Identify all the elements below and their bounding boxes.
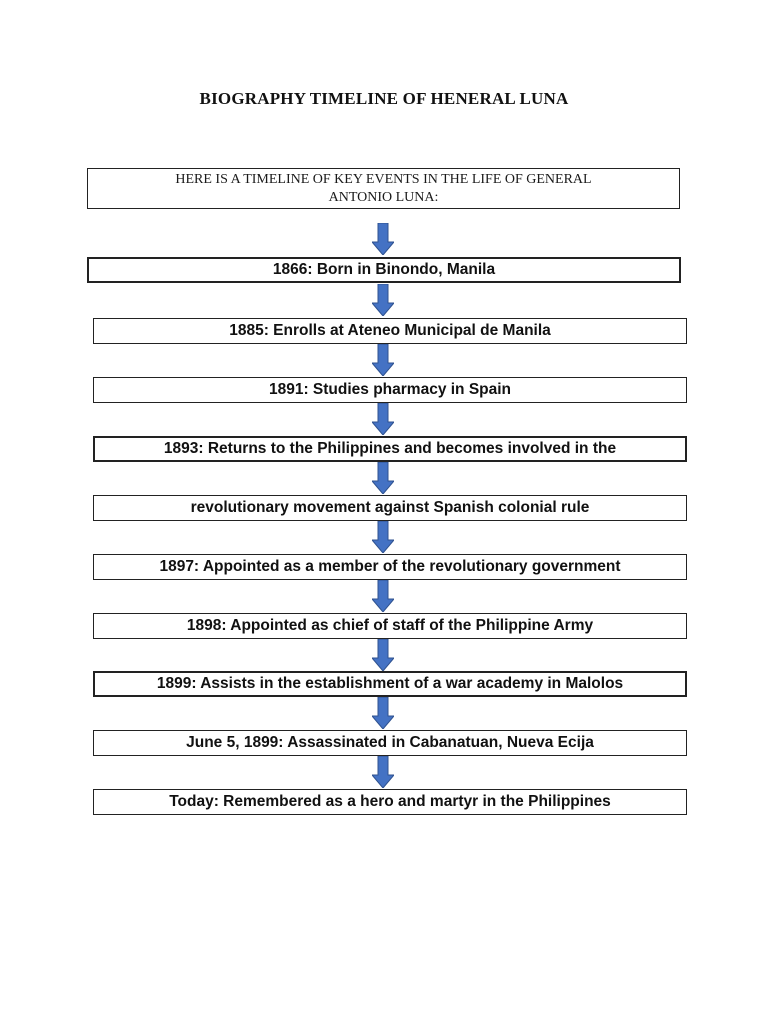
down-arrow-icon [372,344,394,376]
down-arrow-icon [372,521,394,553]
down-arrow-icon [372,284,394,316]
event-label: 1899: Assists in the establishment of a war academy in Malolos [156,675,624,692]
timeline-event-1897 [93,554,687,580]
down-arrow-icon [372,580,394,612]
timeline-event-1893-continued [93,495,687,521]
timeline-event-june-1899 [93,730,687,756]
event-label: 1891: Studies pharmacy in Spain [268,381,512,398]
event-label: 1866: Born in Binondo, Manila [272,261,496,278]
event-label: 1897: Appointed as a member of the revolutionary government [159,558,621,575]
event-label: 1893: Returns to the Philippines and becomes involved in the [163,440,617,457]
page-title: BIOGRAPHY TIMELINE OF HENERAL LUNA [199,89,569,108]
event-label: Today: Remembered as a hero and martyr in the Philippines [169,793,611,810]
event-label: June 5, 1899: Assassinated in Cabanatuan, Nueva Ecija [186,734,594,751]
event-label: 1898: Appointed as chief of staff of the Philippine Army [186,617,594,634]
timeline-event-1899 [93,671,687,697]
timeline-event-1898 [93,613,687,639]
timeline-event-today [93,789,687,815]
timeline-event-1891 [93,377,687,403]
event-label: revolutionary movement against Spanish colonial rule [190,499,590,516]
down-arrow-icon [372,223,394,255]
event-label: 1885: Enrolls at Ateneo Municipal de Manila [229,322,551,339]
timeline-event-1893 [93,436,687,462]
timeline-event-1866 [87,257,681,283]
down-arrow-icon [372,403,394,435]
intro-box [87,168,680,209]
down-arrow-icon [372,462,394,494]
intro-line-1: HERE IS A TIMELINE OF KEY EVENTS IN THE LIFE OF GENERAL [175,171,592,187]
down-arrow-icon [372,697,394,729]
down-arrow-icon [372,639,394,671]
timeline-event-1885 [93,318,687,344]
intro-line-2: ANTONIO LUNA: [328,189,439,205]
down-arrow-icon [372,756,394,788]
